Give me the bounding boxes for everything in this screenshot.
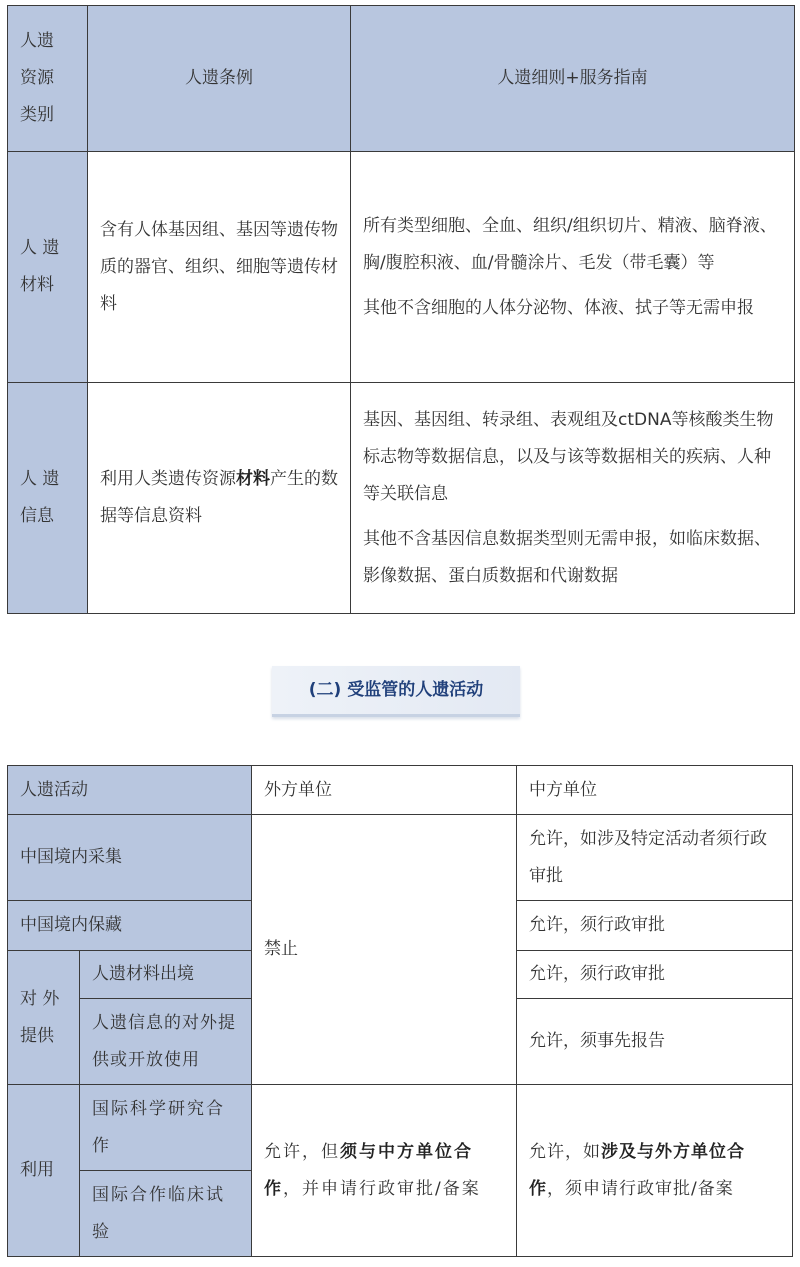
row-collect-chinese: 允许，如涉及特定活动者须行政审批 bbox=[517, 815, 793, 901]
regulation-material: 含有人体基因组、基因等遗传物质的器官、组织、细胞等遗传材料 bbox=[88, 152, 351, 383]
category-material: 人 遗 材料 bbox=[8, 152, 88, 383]
guide-material-p1: 所有类型细胞、全血、组织/组织切片、精液、脑脊液、胸/腹腔积液、血/骨髓涂片、毛发（带毛囊）等 bbox=[363, 215, 777, 273]
header-regulation: 人遗条例 bbox=[88, 6, 351, 152]
header-foreign: 外方单位 bbox=[252, 766, 517, 815]
guide-info-p2: 其他不含基因信息数据类型则无需申报，如临床数据、影像数据、蛋白质数据和代谢数据 bbox=[363, 528, 771, 586]
section-title: (二) 受监管的人遗活动 bbox=[272, 666, 520, 717]
row-info-out-chinese: 允许，须事先报告 bbox=[517, 999, 793, 1085]
guide-info-p1: 基因、基因组、转录组、表观组及ctDNA等核酸类生物标志物等数据信息，以及与该等数据相关的疾病、人种等关联信息 bbox=[363, 409, 774, 504]
use-chinese: 允许，如涉及与外方单位合作，须申请行政审批/备案 bbox=[517, 1085, 793, 1257]
use-foreign: 允许，但须与中方单位合作，并申请行政审批/备案 bbox=[252, 1085, 517, 1257]
activity-table bbox=[7, 765, 793, 1257]
row-material-out-chinese: 允许，须行政审批 bbox=[517, 951, 793, 999]
header-guide: 人遗细则+服务指南 bbox=[351, 6, 795, 152]
resource-category-table bbox=[7, 5, 795, 614]
header-category: 人遗 资源 类别 bbox=[8, 6, 88, 152]
row-preserve-label: 中国境内保藏 bbox=[8, 901, 252, 951]
regulation-info: 利用人类遗传资源材料产生的数据等信息资料 bbox=[88, 383, 351, 614]
row-info-out-label: 人遗信息的对外提供或开放使用 bbox=[80, 999, 252, 1085]
guide-material-p2: 其他不含细胞的人体分泌物、体液、拭子等无需申报 bbox=[363, 297, 754, 318]
group-use: 利用 bbox=[8, 1085, 80, 1257]
row-material-out-label: 人遗材料出境 bbox=[80, 951, 252, 999]
guide-info bbox=[351, 383, 795, 614]
category-info: 人 遗 信息 bbox=[8, 383, 88, 614]
row-preserve-chinese: 允许，须行政审批 bbox=[517, 901, 793, 951]
header-chinese: 中方单位 bbox=[517, 766, 793, 815]
guide-material bbox=[351, 152, 795, 383]
row-clinical-label: 国际合作临床试验 bbox=[80, 1171, 252, 1257]
foreign-forbidden: 禁止 bbox=[252, 815, 517, 1085]
row-collect-label: 中国境内采集 bbox=[8, 815, 252, 901]
group-provide: 对 外 提供 bbox=[8, 951, 80, 1085]
header-activity: 人遗活动 bbox=[8, 766, 252, 815]
row-research-label: 国际科学研究合作 bbox=[80, 1085, 252, 1171]
